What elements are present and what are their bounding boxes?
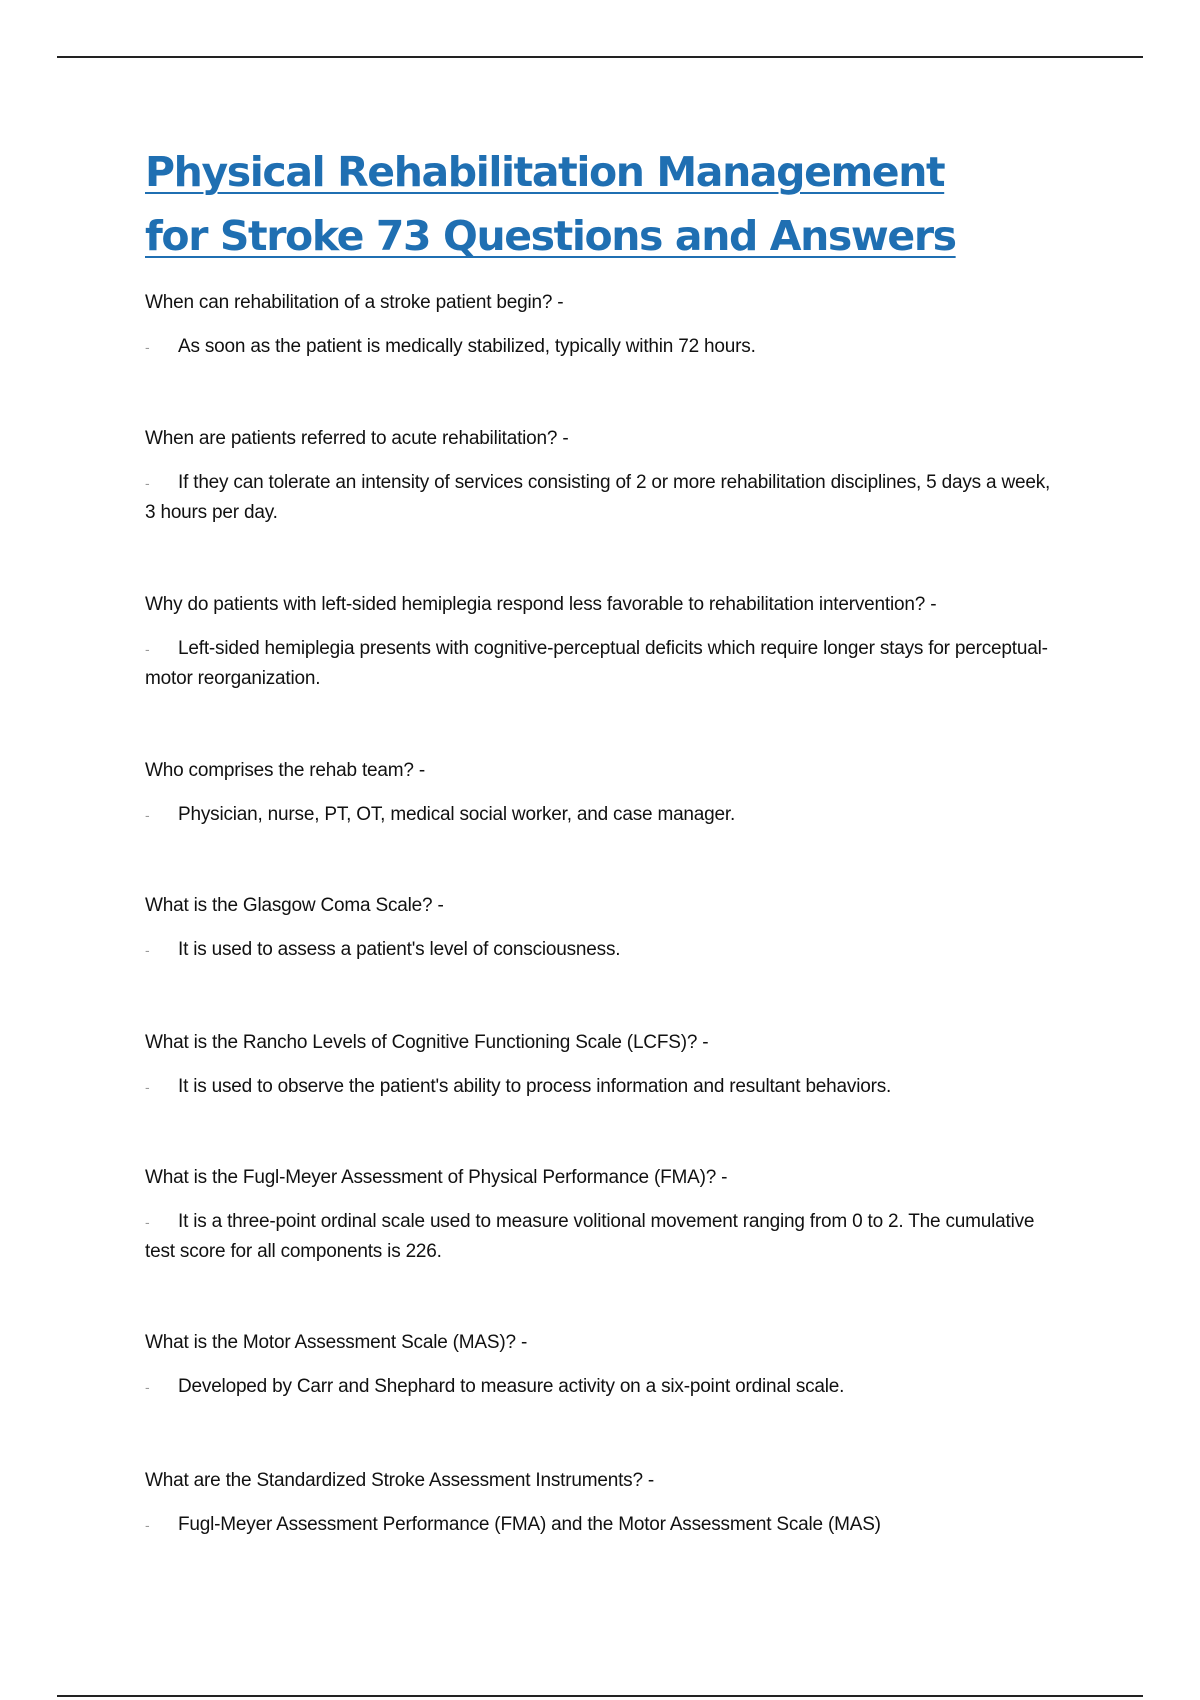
answer-text: Fugl-Meyer Assessment Performance (FMA) and the Motor Assessment Scale (MAS) [178, 1514, 881, 1535]
qa-item-7 [145, 1163, 1065, 1267]
question-text: What is the Glasgow Coma Scale? - [145, 895, 444, 916]
answer-text: It is a three-point ordinal scale used to measure volitional movement ranging from 0 to 2. The cumulative test score for all components is 226. [145, 1211, 1035, 1262]
answer-text: Developed by Carr and Shephard to measure activity on a six-point ordinal scale. [178, 1376, 845, 1397]
question-text: What is the Motor Assessment Scale (MAS)? - [145, 1332, 528, 1353]
qa-item-1 [145, 288, 1065, 362]
bullet-icon: - [145, 339, 150, 355]
answer-text: Physician, nurse, PT, OT, medical social worker, and case manager. [178, 804, 736, 825]
qa-item-8 [145, 1328, 1065, 1402]
bullet-icon: - [145, 807, 150, 823]
qa-item-5 [145, 891, 1065, 965]
question-text: What are the Standardized Stroke Assessment Instruments? - [145, 1470, 655, 1491]
bullet-icon: - [145, 1079, 150, 1095]
bullet-icon: - [145, 942, 150, 958]
header-rule [57, 56, 1143, 58]
qa-item-4 [145, 756, 1065, 830]
question-text: When can rehabilitation of a stroke patient begin? - [145, 292, 564, 313]
question-text: Who comprises the rehab team? - [145, 760, 425, 781]
answer-text: If they can tolerate an intensity of services consisting of 2 or more rehabilitation disciplines, 5 days a week, 3 hours per day. [145, 472, 1051, 523]
question-text: What is the Fugl-Meyer Assessment of Physical Performance (FMA)? - [145, 1167, 728, 1188]
answer-text: Left-sided hemiplegia presents with cognitive-perceptual deficits which require longer stays for perceptual-motor reorganization. [145, 638, 1048, 689]
qa-item-9 [145, 1466, 1065, 1540]
qa-item-6 [145, 1028, 1065, 1102]
bullet-icon: - [145, 1379, 150, 1395]
footer-rule [57, 1695, 1143, 1697]
qa-item-3 [145, 590, 1065, 694]
question-text: What is the Rancho Levels of Cognitive Functioning Scale (LCFS)? - [145, 1032, 709, 1053]
answer-text: As soon as the patient is medically stabilized, typically within 72 hours. [178, 336, 756, 357]
bullet-icon: - [145, 1214, 150, 1230]
bullet-icon: - [145, 1517, 150, 1533]
answer-text: It is used to assess a patient's level of consciousness. [178, 939, 621, 960]
bullet-icon: - [145, 475, 150, 491]
bullet-icon: - [145, 641, 150, 657]
question-text: Why do patients with left-sided hemiplegia respond less favorable to rehabilitation intervention? - [145, 594, 937, 615]
qa-item-2 [145, 424, 1065, 528]
question-text: When are patients referred to acute rehabilitation? - [145, 428, 569, 449]
document-title[interactable]: Physical Rehabilitation Management for Stroke 73 Questions and Answers [145, 148, 956, 260]
answer-text: It is used to observe the patient's ability to process information and resultant behaviors. [178, 1076, 892, 1097]
